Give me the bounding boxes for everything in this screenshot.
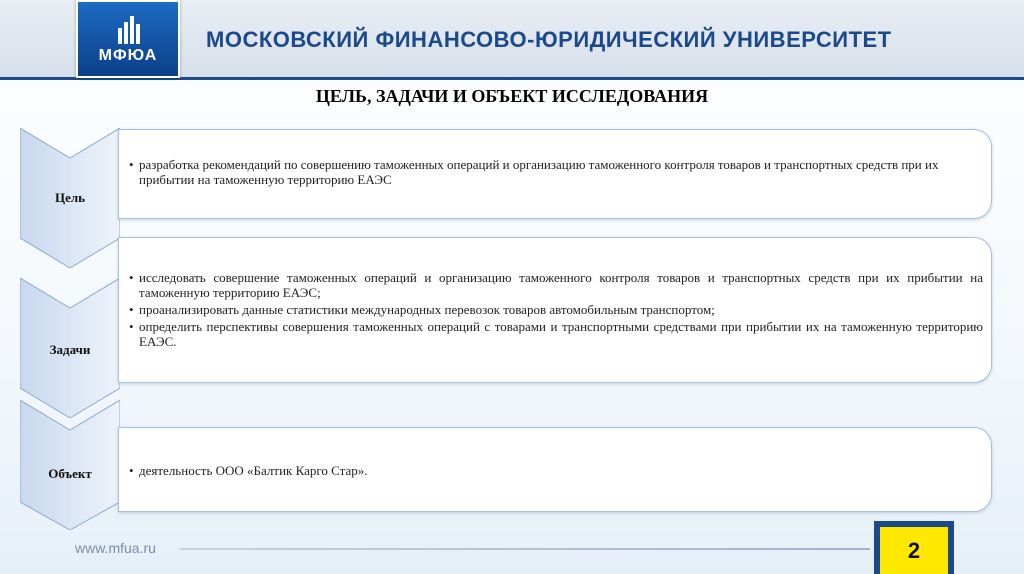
task-item: • определить перспективы совершения таможенных операций с товарами и транспортными средствами при прибытии их на таможенную территорию ЕАЭС. bbox=[129, 319, 983, 349]
chevron-goal bbox=[20, 128, 120, 268]
section-label-goal: Цель bbox=[54, 190, 86, 205]
university-logo[interactable] bbox=[76, 0, 180, 78]
goal-item: • разработка рекомендаций по совершению таможенных операций и организацию таможенного контроля товаров и транспортных средств при их прибытии на таможенную территорию ЕАЭС bbox=[129, 157, 971, 187]
goal-box bbox=[118, 129, 992, 219]
logo-text: МФЮА bbox=[98, 47, 158, 64]
task-item: • исследовать совершение таможенных операций и организацию таможенного контроля товаров и транспортных средств при их прибытии на таможенную территорию ЕАЭС; bbox=[129, 270, 983, 300]
header-bar bbox=[0, 0, 1024, 80]
university-name: МОСКОВСКИЙ ФИНАНСОВО-ЮРИДИЧЕСКИЙ УНИВЕРСИТЕТ bbox=[206, 27, 892, 52]
object-item: • деятельность ООО «Балтик Карго Стар». bbox=[129, 463, 971, 478]
section-label-object: Объект bbox=[48, 466, 92, 481]
chevron-tasks bbox=[20, 278, 120, 418]
task-item: • проанализировать данные статистики международных перевозок товаров автомобильным транспортом; bbox=[129, 302, 983, 317]
footer-url[interactable]: www.mfua.ru bbox=[75, 540, 156, 556]
tasks-box bbox=[118, 237, 992, 383]
page-title: ЦЕЛЬ, ЗАДАЧИ И ОБЪЕКТ ИССЛЕДОВАНИЯ bbox=[315, 86, 709, 106]
page-number: 2 bbox=[880, 527, 948, 574]
chevron-object bbox=[20, 400, 120, 530]
page-number-frame bbox=[874, 521, 954, 574]
object-box bbox=[118, 427, 992, 512]
building-icon bbox=[116, 14, 144, 44]
footer-divider bbox=[180, 548, 870, 550]
section-label-tasks: Задачи bbox=[49, 342, 91, 357]
